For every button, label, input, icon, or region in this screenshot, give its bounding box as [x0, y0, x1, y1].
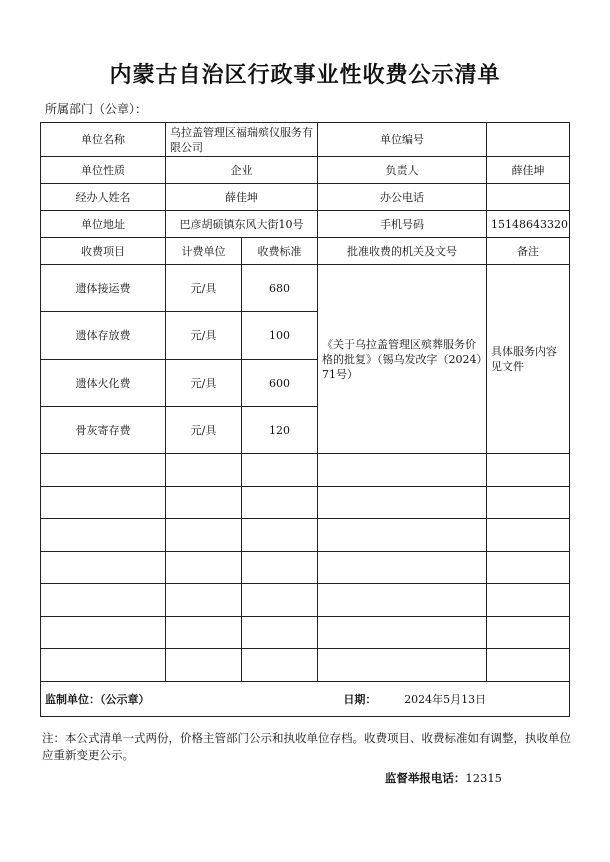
unit-name-label: 单位名称: [41, 123, 166, 157]
fee-item: 遗体火化费: [41, 360, 166, 407]
date-value: 2024年5月13日: [404, 692, 487, 706]
hotline: [385, 770, 502, 786]
unit-name-value: 乌拉盖管理区福瑞殡仪服务有限公司: [166, 123, 318, 157]
column-header: 备注: [487, 238, 570, 265]
info-row-name: [41, 123, 570, 157]
handler-value: 薛佳坤: [166, 184, 318, 211]
department-label: 所属部门（公章）：: [45, 102, 148, 116]
address-value: 巴彦胡硕镇东风大街10号: [166, 211, 318, 238]
footer-cell: [41, 682, 570, 717]
empty-row: [41, 552, 570, 584]
fee-item: 骨灰寄存费: [41, 407, 166, 454]
note-text: 注：本公式清单一式两份，价格主管部门公示和执收单位存档。收费项目、收费标准如有调整，执收单位应重新变更公示。: [42, 731, 571, 762]
column-header: 批准收费的机关及文号: [318, 238, 487, 265]
office-phone-label: 办公电话: [318, 184, 487, 211]
approval-document: 《关于乌拉盖管理区殡葬服务价格的批复》（锡乌发改字（2024）71号）: [318, 265, 487, 454]
empty-row: [41, 649, 570, 682]
fee-table: [40, 122, 570, 717]
fee-unit: 元/具: [166, 312, 242, 360]
leader-label: 负责人: [318, 157, 487, 184]
unit-code-value: [487, 123, 570, 157]
office-phone-value: [487, 184, 570, 211]
handler-label: 经办人姓名: [41, 184, 166, 211]
unit-nature-value: 企业: [166, 157, 318, 184]
empty-row: [41, 584, 570, 617]
info-row-nature: [41, 157, 570, 184]
info-row-handler: [41, 184, 570, 211]
fee-standard: 600: [242, 360, 318, 407]
remark: 具体服务内容见文件: [487, 265, 570, 454]
column-header-row: [41, 238, 570, 265]
column-header: 收费项目: [41, 238, 166, 265]
fee-standard: 680: [242, 265, 318, 312]
fee-item: 遗体存放费: [41, 312, 166, 360]
fee-standard: 120: [242, 407, 318, 454]
unit-nature-label: 单位性质: [41, 157, 166, 184]
info-row-address: [41, 211, 570, 238]
unit-code-label: 单位编号: [318, 123, 487, 157]
hotline-number: 12315: [465, 771, 502, 785]
fee-unit: 元/具: [166, 360, 242, 407]
page-title: 内蒙古自治区行政事业性收费公示清单: [109, 62, 501, 88]
empty-row: [41, 487, 570, 519]
column-header: 收费标准: [242, 238, 318, 265]
hotline-label: 监督举报电话：: [384, 771, 466, 785]
date-label: 日期：: [343, 692, 377, 706]
footer-row: [41, 682, 570, 717]
fee-standard: 100: [242, 312, 318, 360]
fee-unit: 元/具: [166, 407, 242, 454]
leader-value: 薛佳坤: [487, 157, 570, 184]
fee-item: 遗体接运费: [41, 265, 166, 312]
mobile-label: 手机号码: [318, 211, 487, 238]
address-label: 单位地址: [41, 211, 166, 238]
empty-row: [41, 454, 570, 487]
empty-row: [41, 519, 570, 552]
fee-unit: 元/具: [166, 265, 242, 312]
table-row: [41, 265, 570, 312]
column-header: 计费单位: [166, 238, 242, 265]
empty-row: [41, 617, 570, 649]
supervisor-label: 监制单位：（公示章）: [45, 692, 150, 706]
mobile-value: 15148643320: [487, 211, 570, 238]
